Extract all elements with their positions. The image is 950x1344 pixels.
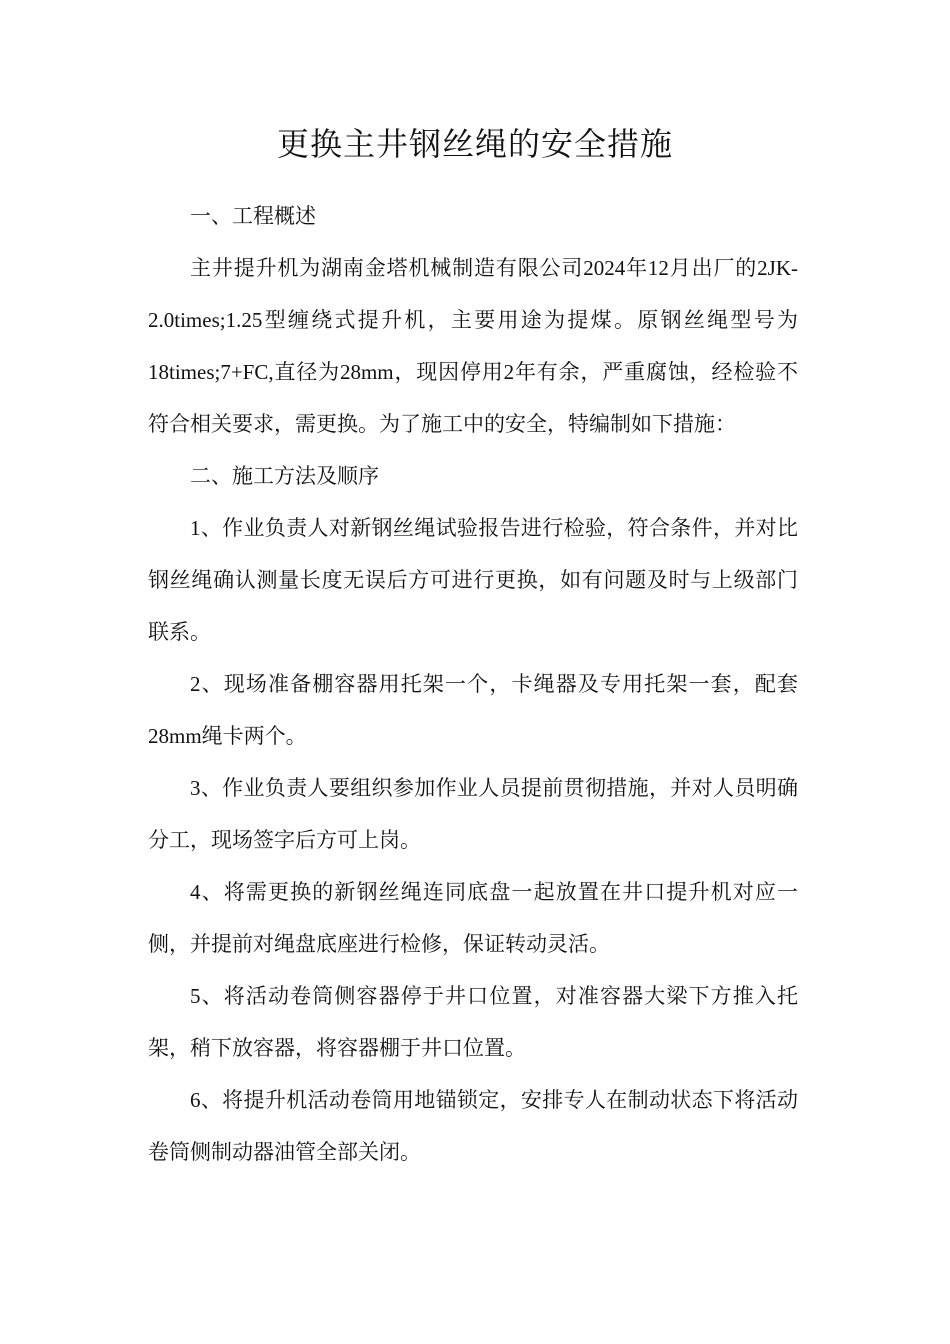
document-title: 更换主井钢丝绳的安全措施 xyxy=(276,126,673,162)
method-step-1: 1、作业负责人对新钢丝绳试验报告进行检验，符合条件，并对比钢丝绳确认测量长度无误后方可进行更换，如有问题及时与上级部门联系。 xyxy=(148,516,798,644)
section-heading-method: 二、施工方法及顺序 xyxy=(190,464,379,488)
document-body xyxy=(148,190,798,1178)
method-step-5: 5、将活动卷筒侧容器停于井口位置，对准容器大梁下方推入托架，稍下放容器，将容器棚于井口位置。 xyxy=(148,984,798,1060)
section-heading-overview: 一、工程概述 xyxy=(190,204,316,228)
overview-paragraph: 主井提升机为湖南金塔机械制造有限公司2024年12月出厂的2JK-2.0times;1.25型缠绕式提升机，主要用途为提煤。原钢丝绳型号为18times;7+FC,直径为28mm，现因停用2年有余，严重腐蚀，经检验不符合相关要求，需更换。为了施工中的安全，特编制如下措施： xyxy=(148,256,798,436)
method-step-3: 3、作业负责人要组织参加作业人员提前贯彻措施，并对人员明确分工，现场签字后方可上岗。 xyxy=(148,776,798,852)
method-step-4: 4、将需更换的新钢丝绳连同底盘一起放置在井口提升机对应一侧，并提前对绳盘底座进行检修，保证转动灵活。 xyxy=(148,880,798,956)
method-step-6: 6、将提升机活动卷筒用地锚锁定，安排专人在制动状态下将活动卷筒侧制动器油管全部关闭。 xyxy=(148,1088,798,1164)
method-step-2: 2、现场准备棚容器用托架一个，卡绳器及专用托架一套，配套28mm绳卡两个。 xyxy=(148,672,798,748)
